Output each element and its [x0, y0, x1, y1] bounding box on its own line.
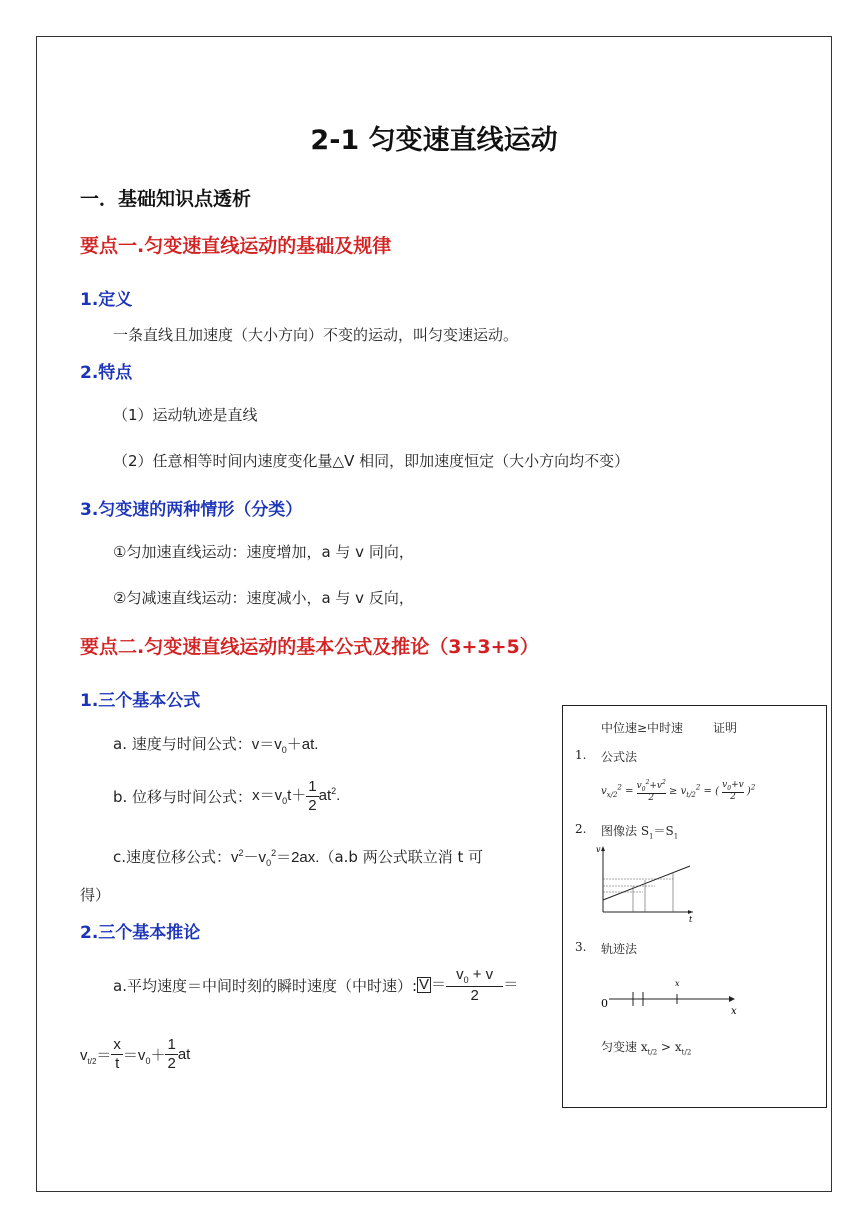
method3-number: 3. — [575, 940, 587, 954]
method3-label: 轨迹法 — [601, 942, 638, 956]
trajectory-x-mark: x — [675, 979, 680, 988]
method2-number: 2. — [575, 822, 587, 836]
formula-a-expr: $v=v_0+at$. — [251, 736, 319, 755]
formulas-heading: 1.三个基本公式 — [80, 691, 201, 711]
page-title: 2-1 匀变速直线运动 — [310, 125, 558, 156]
sidebox-conclusion: 匀变速 $x_{t/2} > x_{t/2}$ — [601, 1040, 692, 1057]
features-heading: 2.特点 — [80, 363, 133, 383]
formula-b-label: b. 位移与时间公式： — [113, 788, 253, 806]
definition-heading: 1.定义 — [80, 290, 133, 310]
vt-graph-t-arrow — [688, 910, 693, 914]
sidebox-title: 中位速≥中时速 — [601, 721, 684, 735]
proof-sidebox — [562, 705, 827, 1108]
inference-a-continued: $v_{t/2}=$ $\frac{x}{t}$ $=v_0+$ $\frac{1}{2}$ at — [80, 1036, 191, 1072]
definition-text: 一条直线且加速度（大小方向）不变的运动，叫匀变速运动。 — [113, 326, 519, 344]
method1-label: 公式法 — [601, 750, 638, 764]
vt-graph-v-label: v — [596, 845, 601, 854]
formula-displacement-time — [113, 778, 340, 815]
formula-velocity-displacement — [113, 846, 483, 868]
inferences-heading: 2.三个基本推论 — [80, 923, 201, 943]
vt-graph-t-label: t — [689, 915, 693, 922]
section-heading: 一．基础知识点透析 — [80, 188, 252, 210]
inference-average-velocity — [113, 966, 518, 1005]
formula-c-note-cont: 得） — [80, 886, 111, 904]
sidebox-proof-label: 证明 — [713, 721, 738, 735]
formula-a-label: a. 速度与时间公式： — [113, 735, 252, 753]
trajectory-graph — [599, 974, 739, 1024]
point1-heading: 要点一.匀变速直线运动的基础及规律 — [80, 235, 392, 257]
method2-label: 图像法 $S_1=S_1$ — [601, 824, 679, 841]
trajectory-x-label: x — [731, 1006, 737, 1017]
formula-b-expr: $x=v_0t+$ $\frac{1}{2}$ $at^2$. — [252, 778, 341, 814]
trajectory-arrow — [729, 996, 735, 1002]
formula-c-note: （a.b 两公式联立消 t 可 — [319, 848, 484, 866]
vt-graph-v-arrow — [601, 846, 605, 851]
classification-1: ①匀加速直线运动：速度增加，a 与 v 同向， — [113, 543, 414, 561]
feature-2: （2）任意相等时间内速度变化量△V 相同，即加速度恒定（大小方向均不变） — [113, 452, 630, 470]
classification-heading: 3.匀变速的两种情形（分类） — [80, 500, 303, 520]
classification-2: ②匀减速直线运动：速度减小，a 与 v 反向， — [113, 589, 414, 607]
feature-1: （1）运动轨迹是直线 — [113, 406, 258, 424]
point2-heading: 要点二.匀变速直线运动的基本公式及推论（3+3+5） — [80, 636, 539, 658]
inference-a-label: a.平均速度＝中间时刻的瞬时速度（中时速）: — [113, 976, 418, 995]
formula-c-label: c.速度位移公式： — [113, 848, 232, 866]
formula-velocity-time — [113, 733, 318, 755]
inference-a-expr: V ＝ $\frac{v_0 + v}{2}$ ＝ — [419, 966, 519, 1004]
method1-number: 1. — [575, 748, 587, 762]
method1-formula: $v_{x/2}^2$ = $\frac{v_0^2+v^2}{2}$ ≥ $v_{t/2}^2$ = ( $\frac{v_0+v}{2}$ )$^2$ — [601, 779, 756, 803]
vt-graph — [593, 842, 698, 922]
trajectory-origin: 0 — [601, 997, 608, 1010]
vt-graph-line — [603, 866, 690, 900]
formula-c-expr: $v^2-v_0^2=2ax$. — [231, 848, 320, 868]
